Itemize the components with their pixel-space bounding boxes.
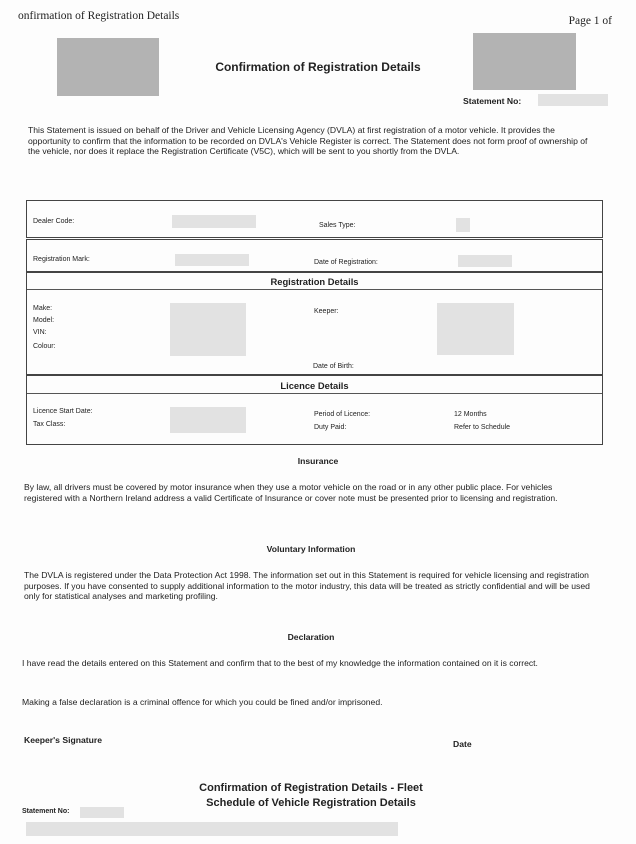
redacted-sales-type	[456, 218, 470, 232]
vin-label: VIN:	[33, 329, 47, 336]
redacted-fleet-statement-number	[80, 807, 124, 818]
page-number: Page 1 of	[568, 15, 612, 27]
period-of-licence-label: Period of Licence:	[314, 411, 371, 418]
fleet-title: Confirmation of Registration Details - Fleet	[199, 782, 423, 794]
licence-details-divider	[27, 393, 602, 394]
redacted-logo-left	[57, 38, 159, 96]
registration-details-box	[26, 272, 603, 375]
redacted-keeper-details	[437, 303, 514, 355]
registration-details-heading: Registration Details	[270, 276, 359, 287]
sales-type-label: Sales Type:	[319, 222, 356, 229]
make-label: Make:	[33, 305, 53, 312]
redacted-fleet-schedule-row	[26, 822, 398, 836]
voluntary-information-heading: Voluntary Information	[266, 544, 356, 554]
licence-start-date-label: Licence Start Date:	[33, 408, 93, 415]
colour-label: Colour:	[33, 343, 56, 350]
redacted-licence-details	[170, 407, 246, 433]
period-of-licence-value: 12 Months	[454, 411, 487, 418]
dealer-code-label: Dealer Code:	[33, 218, 75, 225]
tax-class-label: Tax Class:	[33, 421, 66, 428]
dealer-code-box	[26, 200, 603, 238]
declaration-heading: Declaration	[287, 632, 335, 642]
redacted-statement-number	[538, 94, 608, 106]
declaration-paragraph: I have read the details entered on this Statement and confirm that to the best of my knowledge the information contained on it is correct.	[22, 658, 538, 668]
intro-paragraph: This Statement is issued on behalf of the Driver and Vehicle Licensing Agency (DVLA) at first registration of a motor vehicle. It provides the opportunity to confirm that the information to be recorded on DVLA's Vehicle Register is correct. The Statement does not form proof of ownership of the vehicle, nor does it replace the Registration Certificate (V5C), which will be sent to you shortly from the DVLA.	[28, 125, 588, 157]
redacted-registration-mark	[175, 254, 249, 266]
licence-details-heading: Licence Details	[280, 380, 349, 391]
duty-paid-value: Refer to Schedule	[454, 424, 511, 431]
false-declaration-warning: Making a false declaration is a criminal offence for which you could be fined and/or imprisoned.	[22, 697, 383, 707]
duty-paid-label: Duty Paid:	[314, 424, 347, 431]
redacted-logo-right	[473, 33, 576, 90]
voluntary-information-paragraph: The DVLA is registered under the Data Protection Act 1998. The information set out in this Statement is required for vehicle licensing and registration purposes. If you have consented to supply additional information to the motor industry, this data will be treated as strictly confidential and will be used only for statistical analyses and marketing profiling.	[24, 570, 590, 602]
fleet-statement-number-label: Statement No:	[22, 808, 70, 815]
registration-details-divider	[27, 289, 602, 290]
keepers-signature-label: Keeper's Signature	[24, 735, 102, 745]
redacted-date-of-registration	[458, 255, 512, 267]
model-label: Model:	[33, 317, 55, 324]
insurance-heading: Insurance	[297, 456, 339, 466]
date-of-registration-label: Date of Registration:	[314, 259, 378, 266]
fleet-schedule-title: Schedule of Vehicle Registration Details	[206, 797, 416, 809]
redacted-dealer-code	[172, 215, 256, 228]
keeper-label: Keeper:	[314, 308, 339, 315]
registration-mark-box	[26, 239, 603, 272]
insurance-paragraph: By law, all drivers must be covered by motor insurance when they use a motor vehicle on the road or in any other public place. For vehicles registered with a Northern Ireland address a valid Certificate of Insurance or cover note must be presented prior to licensing and registration.	[24, 482, 558, 503]
signature-date-label: Date	[453, 739, 472, 749]
redacted-vehicle-details	[170, 303, 246, 356]
statement-number-label: Statement No:	[463, 96, 522, 106]
date-of-birth-label: Date of Birth:	[313, 363, 354, 370]
registration-mark-label: Registration Mark:	[33, 256, 90, 263]
document-title: Confirmation of Registration Details	[215, 60, 421, 74]
running-header-title: onfirmation of Registration Details	[18, 10, 180, 22]
